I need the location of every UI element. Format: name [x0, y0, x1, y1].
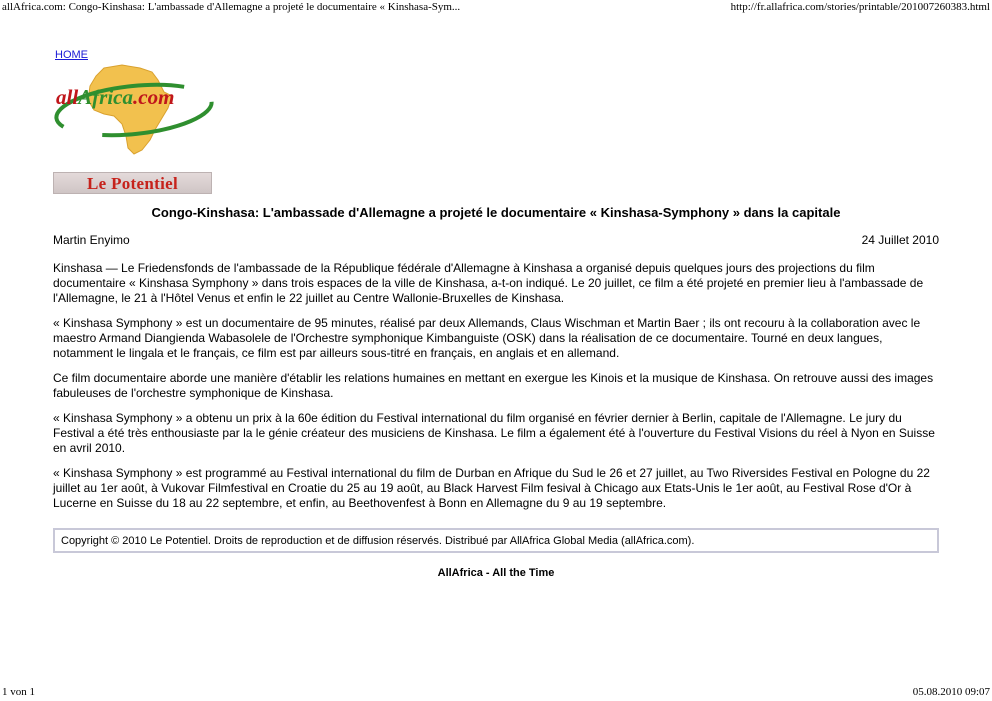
allafrica-logo[interactable] — [52, 62, 217, 158]
article-paragraph: Ce film documentaire aborde une manière d'établir les relations humaines en mettant en exergue les Kinois et la musique de Kinshasa. On retrouve aussi des images fabuleuses de l'orchestre symphonique de Kinshasa. — [53, 371, 934, 400]
page-url-header: http://fr.allafrica.com/stories/printable/201007260383.html — [730, 1, 990, 13]
article-paragraph: « Kinshasa Symphony » a obtenu un prix à la 60e édition du Festival international du film organisé en février dernier à Berlin, capitale de l'Allemagne. Le jury du Festival a été très enthousiaste par la le génie créateur des musiciens de Kinshasa. Le film a également été à l'ouverture du Festival Visions du réel à Nyon en Suisse en avril 2010. — [53, 411, 935, 455]
page-count: 1 von 1 — [2, 686, 35, 698]
article-body — [53, 261, 943, 521]
article-paragraph: Kinshasa — Le Friedensfonds de l'ambassade de la République fédérale d'Allemagne à Kinshasa a organisé depuis quelques jours des projections du film documentaire « Kinshasa Symphony » dans trois espaces de la ville de Kinshasa, a-t-on indiqué. Le 20 juillet, ce film a été projeté en premier lieu à l'ambassade de l'Allemagne, le 21 à l'Hôtel Venus et enfin le 22 juillet au Centre Wallonie-Bruxelles de Kinshasa. — [53, 261, 924, 305]
article-title: Congo-Kinshasa: L'ambassade d'Allemagne a projeté le documentaire « Kinshasa-Symphony » dans la capitale — [151, 205, 841, 220]
africa-continent-icon — [88, 65, 172, 154]
print-footer — [0, 686, 992, 700]
copyright-text: Copyright © 2010 Le Potentiel. Droits de reproduction et de diffusion réservés. Distribué par AllAfrica Global Media (allAfrica.com). — [61, 535, 695, 547]
tagline: AllAfrica - All the Time — [437, 567, 555, 579]
article-paragraph: « Kinshasa Symphony » est programmé au Festival international du film de Durban en Afrique du Sud le 26 et 27 juillet, au Two Riversides Festival en Pologne du 22 juillet au 1er août, à Vukovar Filmfestival en Croatie du 25 au 19 août, au Black Harvest Film fesival à Chicago aux Etats-Unis le 1er août, au Festival Rose d'Or à Lucerne en Suisse du 18 au 22 septembre, et enfin, au Beethovenfest à Bonn en Allemagne du 9 au 19 septembre. — [53, 466, 930, 510]
source-banner-label: Le Potentiel — [87, 174, 178, 193]
article-paragraph: « Kinshasa Symphony » est un documentaire de 95 minutes, réalisé par deux Allemands, Claus Wischman et Martin Baer ; ils ont recouru à la collaboration avec le maestro Armand Diangienda Wabasolele de l'Orchestre symphonique Kimbanguiste (OSK) dans la réalisation de ce documentaire. Tourné en deux langues, notamment le lingala et le français, ce film est par ailleurs sous-titré en français, en anglais et en allemand. — [53, 316, 921, 360]
source-banner — [53, 172, 212, 194]
home-link[interactable]: HOME — [55, 49, 88, 61]
print-timestamp: 05.08.2010 09:07 — [912, 686, 990, 698]
logo-text: allAfrica.com — [56, 85, 175, 109]
article-author: Martin Enyimo — [53, 233, 130, 247]
page-title-header: allAfrica.com: Congo-Kinshasa: L'ambassade d'Allemagne a projeté le documentaire « Kinshasa-Sym... — [2, 1, 461, 13]
article-date: 24 Juillet 2010 — [861, 233, 939, 247]
print-header — [0, 1, 992, 15]
copyright-box — [53, 528, 939, 553]
